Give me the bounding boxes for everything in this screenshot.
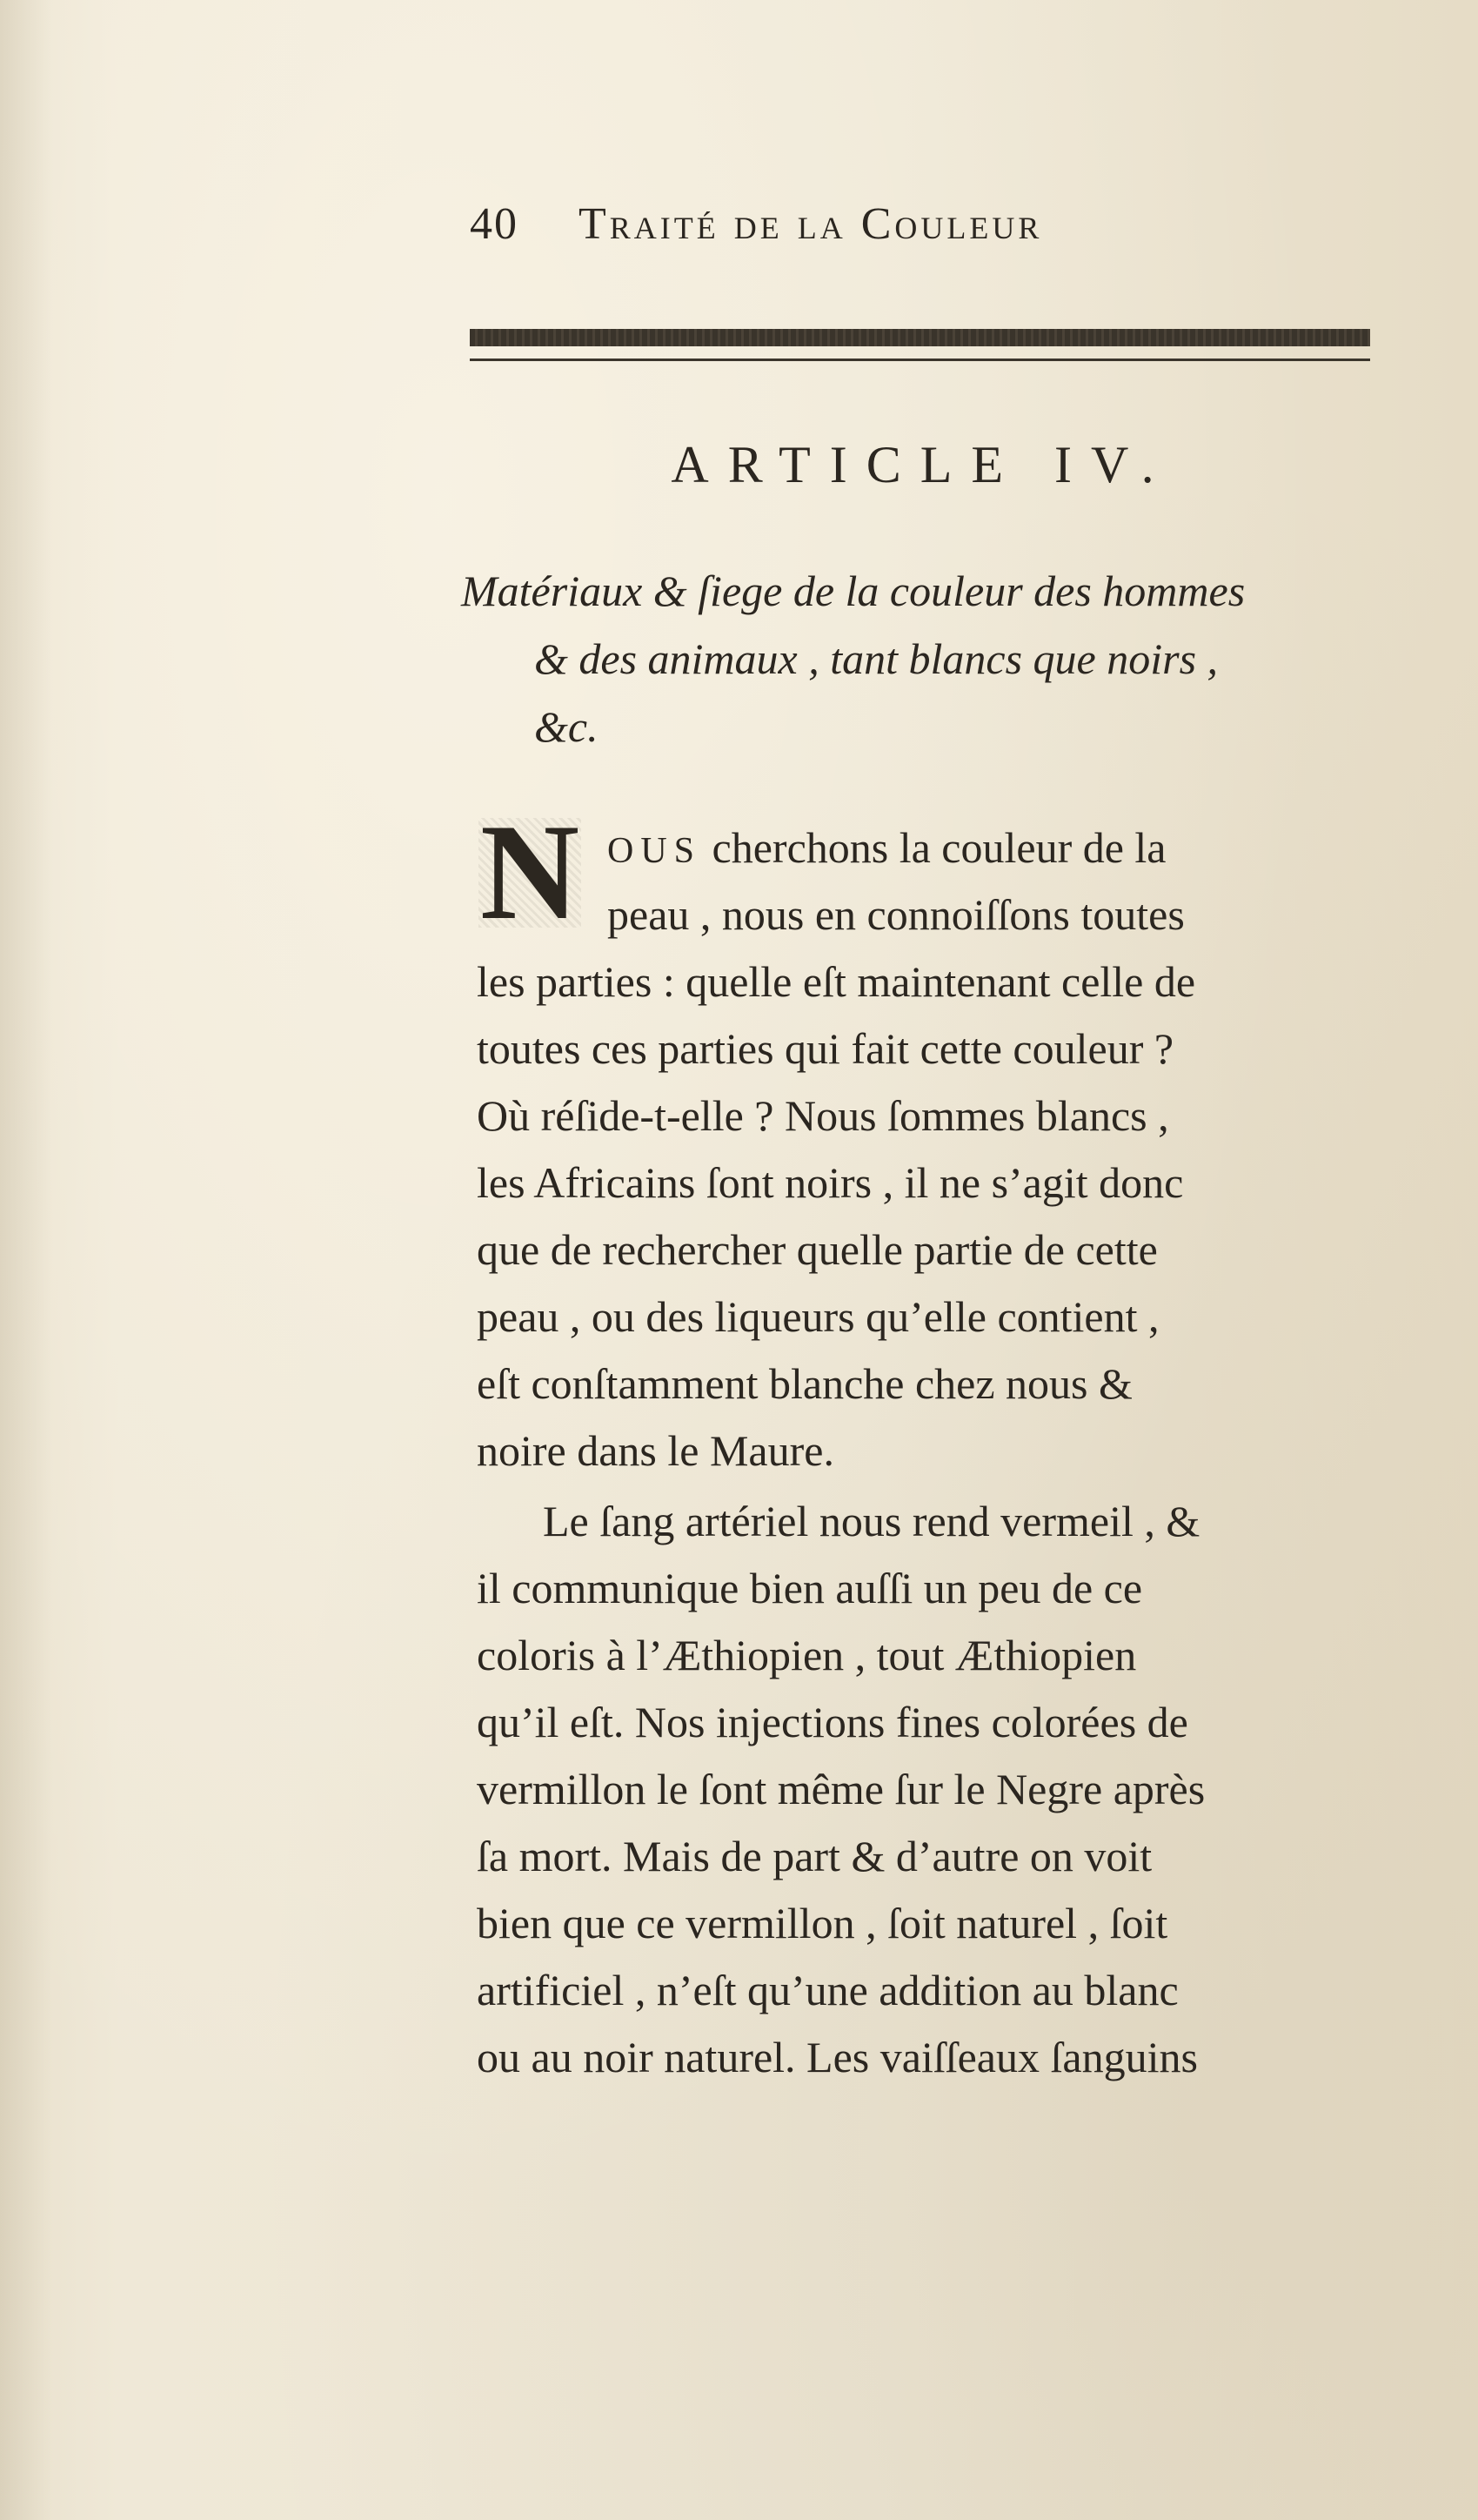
thin-rule: [470, 359, 1370, 361]
running-head: [470, 198, 1374, 259]
text-line: eſt conſtamment blanche chez nous &: [477, 1359, 1133, 1408]
subtitle-line: &c.: [534, 702, 599, 751]
text-line: qu’il eſt. Nos injections fines colorées de: [477, 1698, 1188, 1746]
text-line: vermillon le ſont même ſur le Negre après: [477, 1765, 1206, 1813]
paragraph-2: [477, 1488, 1390, 2091]
text-line: [477, 814, 1390, 881]
text-line: peau , ou des liqueurs qu’elle contient ,: [477, 1292, 1160, 1341]
text-line: peau , nous en connoiſſons toutes: [607, 890, 1185, 939]
text-line: noire dans le Maure.: [477, 1426, 834, 1475]
text-line: les parties : quelle eſt maintenant celle de: [477, 957, 1196, 1006]
page-number: 40: [470, 199, 518, 249]
paragraph-1: [477, 796, 1390, 1485]
article-heading: ARTICLE IV.: [671, 436, 1174, 493]
text-line: Le ſang artériel nous rend vermeil , &: [543, 1497, 1200, 1545]
drop-cap: N: [479, 796, 580, 948]
running-title: Traité de la Couleur: [578, 199, 1043, 249]
text-line: Où réſide-t-elle ? Nous ſommes blancs ,: [477, 1091, 1169, 1140]
text-line-rest: cherchons la couleur de la: [712, 823, 1167, 872]
article-subtitle: [461, 557, 1392, 761]
subtitle-line: Matériaux & ſiege de la couleur des hommes: [461, 566, 1246, 615]
subtitle-line: & des animaux , tant blancs que noirs ,: [534, 634, 1219, 683]
text-line: coloris à l’Æthiopien , tout Æthiopien: [477, 1631, 1137, 1679]
text-line: toutes ces parties qui fait cette couleur ?: [477, 1024, 1174, 1073]
text-line: ſa mort. Mais de part & d’autre on voit: [477, 1832, 1153, 1880]
text-line: ou au noir naturel. Les vaiſſeaux ſanguins: [477, 2033, 1198, 2081]
text-line: que de rechercher quelle partie de cette: [477, 1225, 1158, 1274]
text-line: les Africains ſont noirs , il ne s’agit donc: [477, 1158, 1184, 1207]
text-line: artificiel , n’eſt qu’une addition au blanc: [477, 1966, 1179, 2014]
text-line: il communique bien auſſi un peu de ce: [477, 1564, 1143, 1612]
lead-caps: OUS: [607, 831, 702, 871]
text-line: bien que ce vermillon , ſoit naturel , ſoit: [477, 1899, 1168, 1947]
ornamental-rule: [470, 329, 1370, 346]
